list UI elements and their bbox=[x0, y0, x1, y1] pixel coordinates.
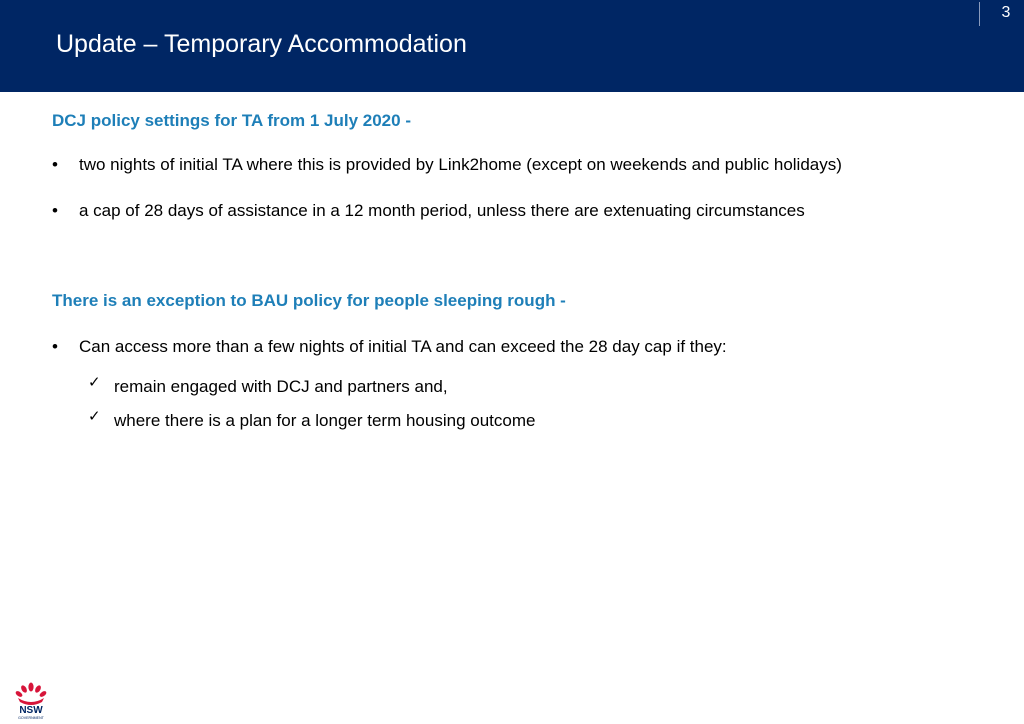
bullet-icon: • bbox=[52, 337, 58, 356]
checklist-item-text: remain engaged with DCJ and partners and, bbox=[114, 377, 448, 396]
section-heading-policy: DCJ policy settings for TA from 1 July 2020 - bbox=[52, 111, 411, 130]
bullet-icon: • bbox=[52, 201, 58, 220]
list-item-text: a cap of 28 days of assistance in a 12 month period, unless there are extenuating circumstances bbox=[79, 201, 805, 220]
bullet-icon: • bbox=[52, 155, 58, 174]
header-bar bbox=[0, 0, 1024, 92]
checkmark-icon: ✓ bbox=[88, 373, 101, 391]
list-item bbox=[52, 155, 842, 175]
checkmark-icon: ✓ bbox=[88, 407, 101, 425]
nsw-waratah-logo-icon bbox=[13, 680, 49, 720]
page-number-divider bbox=[979, 2, 980, 26]
page-title: Update – Temporary Accommodation bbox=[56, 30, 467, 58]
logo-subtext: GOVERNMENT bbox=[18, 716, 44, 720]
list-item bbox=[52, 337, 727, 357]
list-item bbox=[52, 201, 805, 221]
page-number: 3 bbox=[1001, 4, 1011, 21]
checklist-item-text: where there is a plan for a longer term housing outcome bbox=[114, 411, 536, 430]
list-item-text: two nights of initial TA where this is provided by Link2home (except on weekends and public holidays) bbox=[79, 155, 842, 174]
list-item-text: Can access more than a few nights of initial TA and can exceed the 28 day cap if they: bbox=[79, 337, 727, 356]
checklist-item bbox=[88, 407, 536, 431]
section-heading-exception: There is an exception to BAU policy for people sleeping rough - bbox=[52, 291, 566, 310]
logo-text: NSW bbox=[19, 705, 43, 716]
checklist-item bbox=[88, 373, 448, 397]
